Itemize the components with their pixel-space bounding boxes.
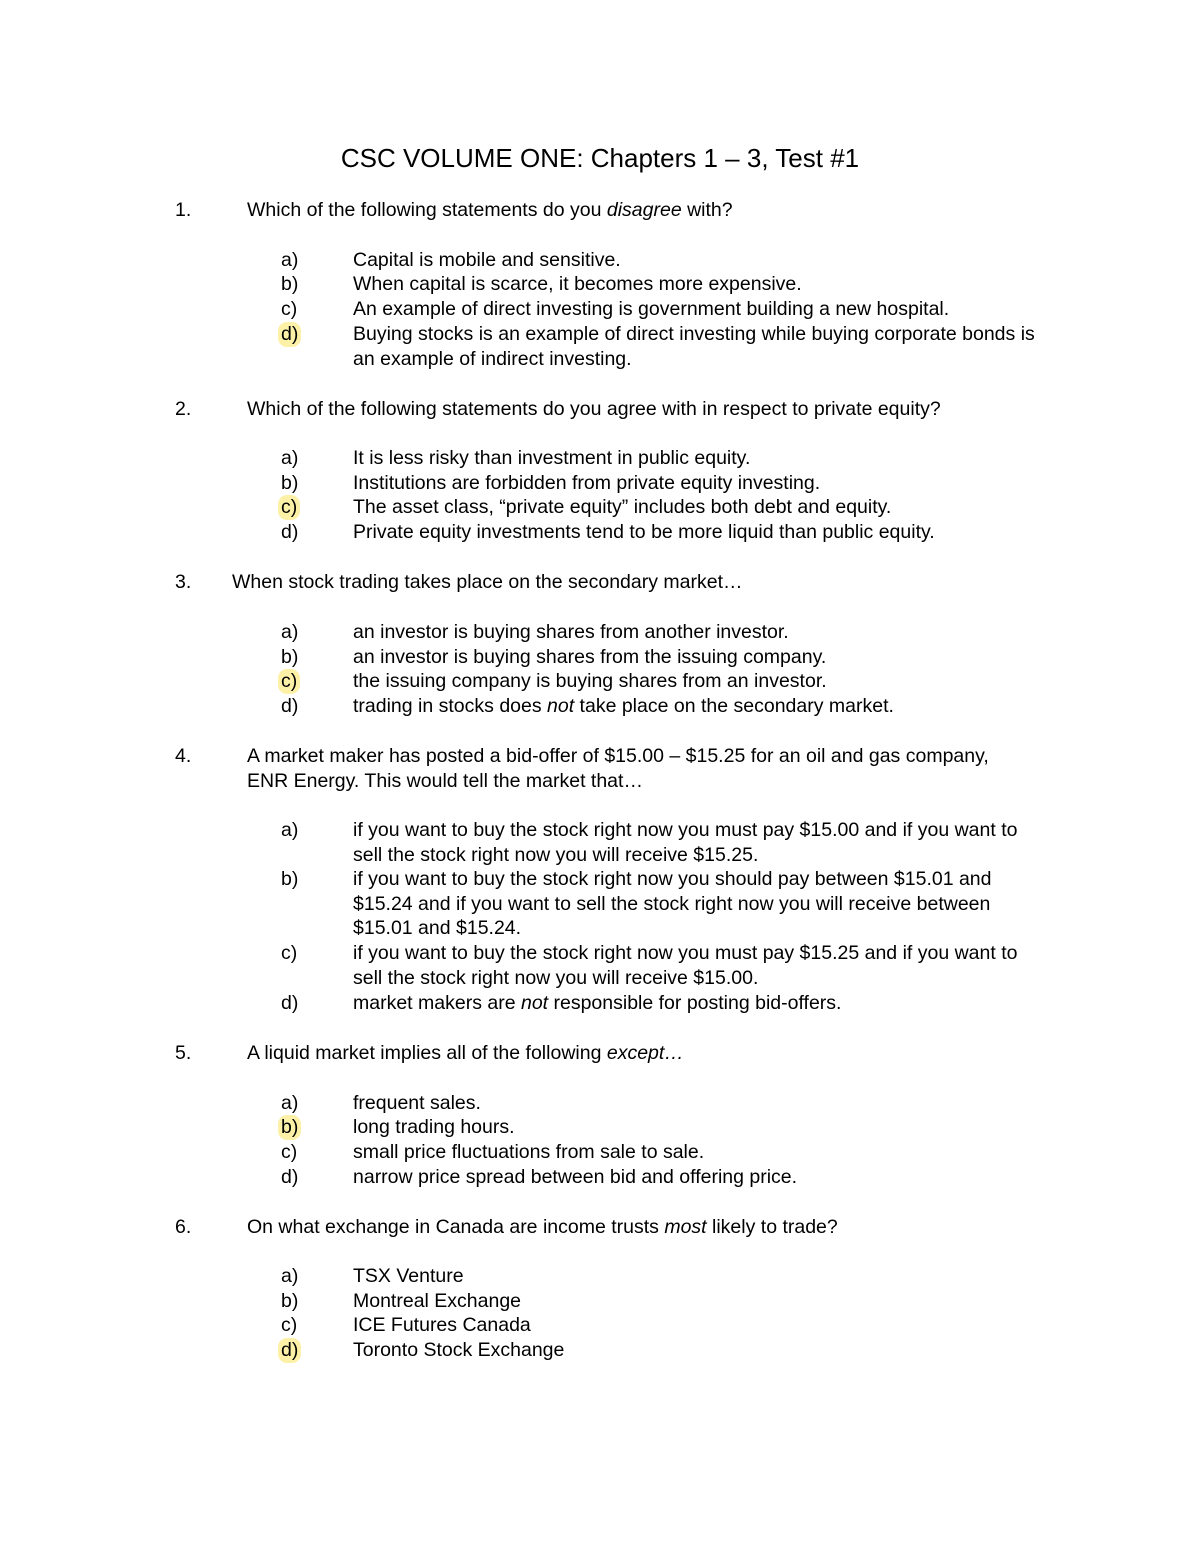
- option-text: frequent sales.: [353, 1092, 481, 1114]
- option-letter: b): [281, 868, 299, 890]
- question-text-part: A liquid market implies all of the following: [247, 1042, 607, 1064]
- option-text: An example of direct investing is government building a new hospital.: [353, 298, 950, 320]
- option-text: Toronto Stock Exchange: [353, 1339, 565, 1361]
- option-text-part: trading in stocks does: [353, 695, 548, 717]
- option-text: It is less risky than investment in public equity.: [353, 447, 751, 469]
- question-text: A market maker has posted a bid-offer of $15.00 – $15.25 for an oil and gas company, ENR Energy. This would tell the market that…: [247, 745, 989, 792]
- option-letter: a): [281, 819, 299, 841]
- question-text-part: likely to trade?: [706, 1216, 838, 1238]
- option-text: Institutions are forbidden from private equity investing.: [353, 472, 821, 494]
- question-number: 3.: [175, 571, 192, 593]
- option-letter: c): [281, 1314, 298, 1336]
- option-text: Montreal Exchange: [353, 1290, 522, 1312]
- option-letter: d): [281, 695, 299, 717]
- option-letter: a): [281, 249, 299, 271]
- option-letter-highlighted: [281, 495, 311, 520]
- option-letter: d): [281, 992, 299, 1014]
- option-text: ICE Futures Canada: [353, 1314, 531, 1336]
- question-number: 6.: [175, 1216, 192, 1238]
- option-letter: c): [281, 298, 298, 320]
- option-text: narrow price spread between bid and offering price.: [353, 1166, 798, 1188]
- option-text: long trading hours.: [353, 1116, 515, 1138]
- option-text-part: market makers are: [353, 992, 521, 1014]
- option-text: Buying stocks is an example of direct investing while buying corporate bonds is an example of indirect investing.: [353, 323, 1035, 370]
- question-emphasis: most: [664, 1216, 707, 1238]
- option-letter-highlighted: [281, 669, 311, 694]
- option-text: TSX Venture: [353, 1265, 464, 1287]
- option-letter: d): [281, 1166, 299, 1188]
- option-text: an investor is buying shares from another investor.: [353, 621, 789, 643]
- question-text: [247, 1215, 1037, 1240]
- option-letter: a): [281, 1092, 299, 1114]
- answer-highlight: c): [278, 669, 300, 694]
- option-text-part: responsible for posting bid-offers.: [548, 992, 842, 1014]
- answer-highlight: b): [278, 1115, 301, 1140]
- option-letter: a): [281, 1265, 299, 1287]
- option-text: small price fluctuations from sale to sale.: [353, 1141, 705, 1163]
- option-text: The asset class, “private equity” includes both debt and equity.: [353, 496, 892, 518]
- option-emphasis: not: [547, 695, 575, 717]
- question-number: 2.: [175, 398, 192, 420]
- option-text: When capital is scarce, it becomes more expensive.: [353, 273, 802, 295]
- option-letter: c): [281, 942, 298, 964]
- option-letter-highlighted: [281, 1338, 311, 1363]
- option-text: if you want to buy the stock right now you should pay between $15.01 and $15.24 and if you want to sell the stock right now you will receive between $15.01 and $15.24.: [353, 868, 992, 939]
- option-letter: a): [281, 447, 299, 469]
- option-emphasis: not: [520, 992, 549, 1014]
- option-text: Capital is mobile and sensitive.: [353, 249, 621, 271]
- option-letter: b): [281, 646, 299, 668]
- answer-highlight: c): [278, 495, 300, 520]
- question-emphasis: except…: [606, 1042, 684, 1064]
- option-letter: a): [281, 621, 299, 643]
- option-text: Private equity investments tend to be more liquid than public equity.: [353, 521, 935, 543]
- option-letter-highlighted: [281, 322, 311, 347]
- question-text: When stock trading takes place on the secondary market…: [232, 571, 743, 593]
- answer-highlight: d): [278, 1338, 301, 1363]
- document-title: CSC VOLUME ONE: Chapters 1 – 3, Test #1: [340, 143, 860, 173]
- option-letter: d): [281, 521, 299, 543]
- question-text-part: On what exchange in Canada are income trusts: [247, 1216, 665, 1238]
- option-text-part: take place on the secondary market.: [574, 695, 894, 717]
- option-text: [353, 991, 1043, 1016]
- option-text: [353, 694, 1043, 719]
- question-emphasis: disagree: [606, 199, 682, 221]
- option-letter: c): [281, 1141, 298, 1163]
- question-text: [247, 198, 1037, 223]
- answer-highlight: d): [278, 322, 301, 347]
- option-text: if you want to buy the stock right now you must pay $15.00 and if you want to sell the stock right now you will receive $15.25.: [353, 819, 1018, 866]
- question-number: 4.: [175, 745, 192, 767]
- question-number: 5.: [175, 1042, 192, 1064]
- option-letter-highlighted: [281, 1115, 311, 1140]
- question-number: 1.: [175, 199, 192, 221]
- option-letter: b): [281, 1290, 299, 1312]
- question-text-part: Which of the following statements do you: [247, 199, 607, 221]
- option-text: an investor is buying shares from the issuing company.: [353, 646, 827, 668]
- option-letter: b): [281, 472, 299, 494]
- option-text: the issuing company is buying shares from an investor.: [353, 670, 827, 692]
- question-text: Which of the following statements do you agree with in respect to private equity?: [247, 398, 941, 420]
- question-text: [247, 1041, 1037, 1066]
- option-letter: b): [281, 273, 299, 295]
- option-text: if you want to buy the stock right now you must pay $15.25 and if you want to sell the stock right now you will receive $15.00.: [353, 942, 1018, 989]
- question-text-part: with?: [681, 199, 733, 221]
